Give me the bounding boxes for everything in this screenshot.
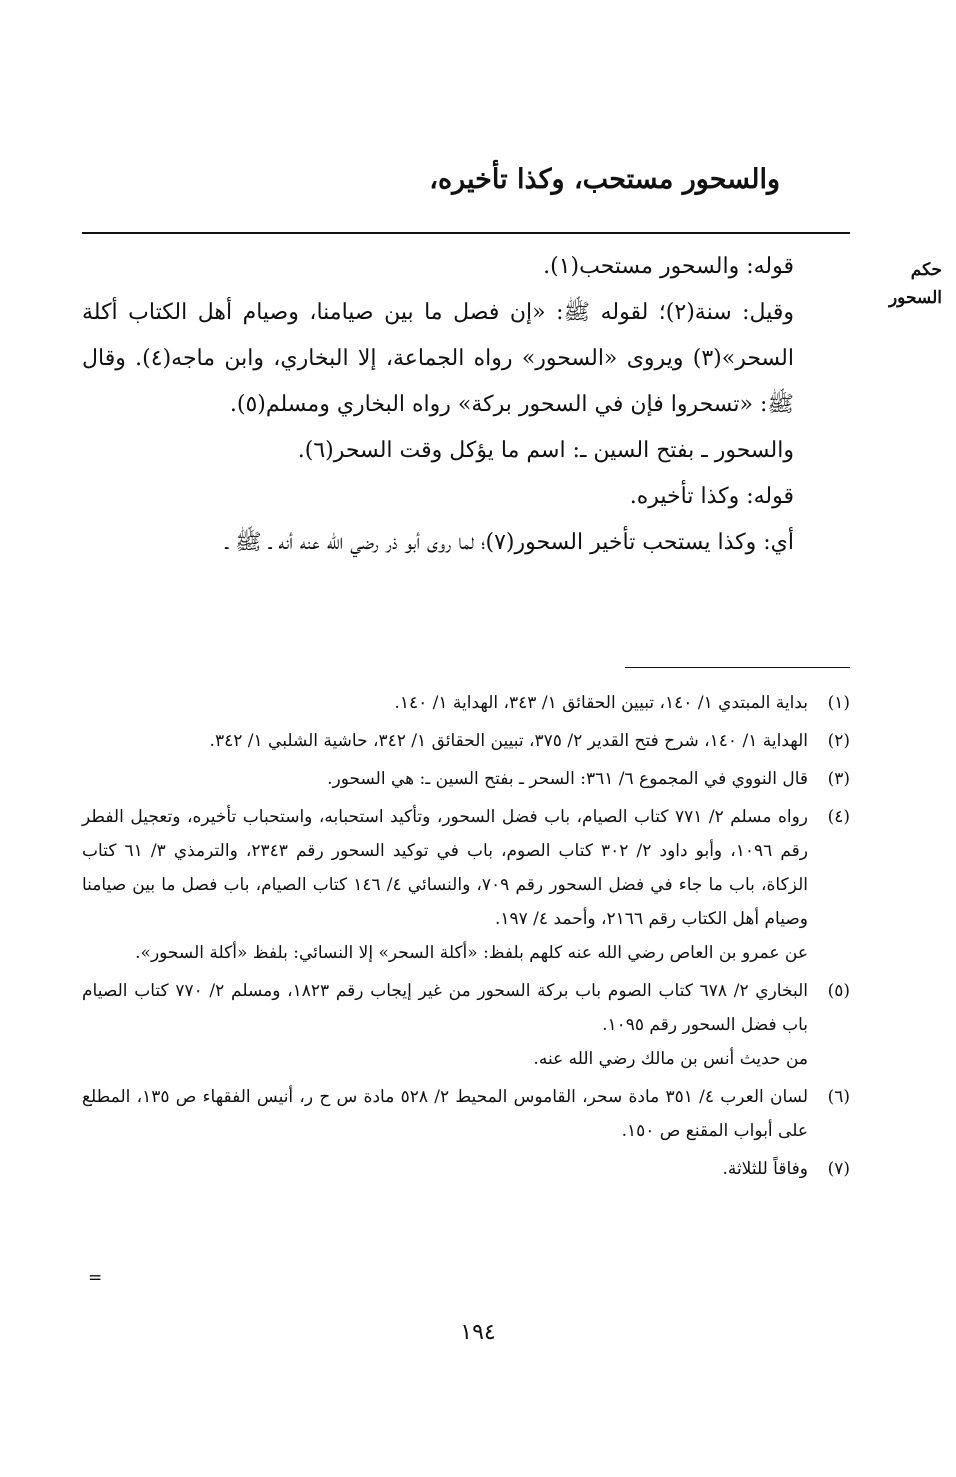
footnote-text: وفاقاً للثلاثة. xyxy=(722,1159,808,1179)
footnote-number: (١) xyxy=(827,693,850,713)
footnote-text: الهداية ١/ ١٤٠، شرح فتح القدير ٢/ ٣٧٥، تبيين الحقائق ١/ ٣٤٢، حاشية الشلبي ١/ ٣٤٢. xyxy=(209,731,808,751)
footnote-text: لسان العرب ٤/ ٣٥١ مادة سحر، القاموس المحيط ٢/ ٥٢٨ مادة س ح ر، أنيس الفقهاء ص ١٣٥، المطلع على أبواب المقنع ص ١٥٠. xyxy=(82,1087,809,1141)
paragraph-definition: والسحور ـ بفتح السين ـ: اسم ما يؤكل وقت السحر(٦). xyxy=(297,438,794,463)
header-divider xyxy=(82,232,850,234)
commentary-heading-1: قوله: والسحور مستحب(١). xyxy=(543,254,794,279)
footnote-extra-text: من حديث أنس بن مالك رضي الله عنه. xyxy=(533,1049,808,1069)
footnote-extra-text: عن عمرو بن العاص رضي الله عنه كلهم بلفظ: «أكلة السحر» إلا النسائي: بلفظ «أكلة السحور». xyxy=(135,943,808,963)
page-header-title: والسحور مستحب، وكذا تأخيره، xyxy=(429,164,780,195)
margin-note-line1: حكم xyxy=(910,260,942,280)
footnote-text: قال النووي في المجموع ٦/ ٣٦١: السحر ـ بفتح السين ـ: هي السحور. xyxy=(327,769,808,789)
commentary-heading-2: قوله: وكذا تأخيره. xyxy=(629,484,794,509)
footnote-number: (٢) xyxy=(827,731,850,751)
footnote-divider xyxy=(625,667,850,668)
footnote-item xyxy=(82,686,850,720)
footnote-item xyxy=(82,724,850,758)
paragraph-delay: أي: وكذا يستحب تأخير السحور(٧)؛ لما روى أبو ذر رضي الله عنه أنه ـ ﷺ ـ xyxy=(225,530,794,555)
continuation-mark: = xyxy=(88,1268,103,1288)
main-text xyxy=(82,244,850,566)
footnote-item xyxy=(82,800,850,970)
footnote-text: بداية المبتدي ١/ ١٤٠، تبيين الحقائق ١/ ٣٤٣، الهداية ١/ ١٤٠. xyxy=(394,693,808,713)
footnote-text: البخاري ٢/ ٦٧٨ كتاب الصوم باب بركة السحور من غير إيجاب رقم ١٨٢٣، ومسلم ٢/ ٧٧٠ كتاب الصيام باب فضل السحور رقم ١٠٩٥. xyxy=(82,981,808,1035)
footnote-number: (٦) xyxy=(827,1087,850,1107)
footnote-text: رواه مسلم ٢/ ٧٧١ كتاب الصيام، باب فضل السحور، وتأكيد استحبابه، واستحباب تأخيره، وتعجيل الفطر رقم ١٠٩٦، وأبو داود ٢/ ٣٠٢ كتاب الصوم، باب في توكيد السحور رقم ٢٣٤٣، والترمذي ٣/ ٦١ كتاب الزكاة، باب ما جاء في فضل السحور رقم ٧٠٩، والنسائي ٤/ ١٤٦ كتاب الصيام، باب فصل ما بين صيامنا وصيام أهل الكتاب رقم ٢١٦٦، وأحمد ٤/ ١٩٧. xyxy=(82,807,808,929)
margin-note-line2: السحور xyxy=(888,288,942,308)
paragraph-sunnah: وقيل: سنة(٢)؛ لقوله ﷺ: «إن فصل ما بين صيامنا، وصيام أهل الكتاب أكلة السحر»(٣) ويروى «السحور» رواه الجماعة، إلا البخاري، وابن ماجه(٤). وقال ﷺ: «تسحروا فإن في السحور بركة» رواه البخاري ومسلم(٥). xyxy=(82,300,794,417)
footnote-number: (٣) xyxy=(827,769,850,789)
footnote-number: (٤) xyxy=(827,807,850,827)
margin-note xyxy=(870,256,942,312)
footnotes xyxy=(82,686,850,1190)
footnote-item xyxy=(82,1152,850,1186)
footnote-number: (٥) xyxy=(827,981,850,1001)
footnote-item xyxy=(82,974,850,1076)
footnote-item xyxy=(82,1080,850,1148)
page-number: ١٩٤ xyxy=(460,1320,496,1345)
footnote-number: (٧) xyxy=(827,1159,850,1179)
footnote-item xyxy=(82,762,850,796)
